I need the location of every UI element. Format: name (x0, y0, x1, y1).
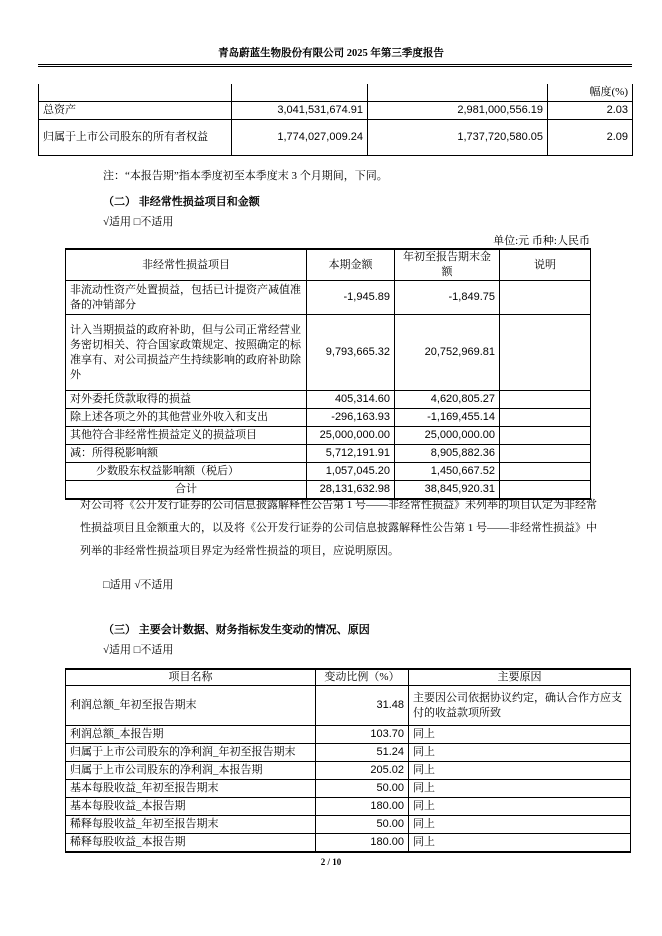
reporting-period-note: 注：“本报告期”指本季度初至本季度末 3 个月期间，下同。 (103, 170, 388, 182)
total-ytd: 38,845,920.31 (395, 481, 500, 499)
table-row (66, 686, 631, 726)
item-note (500, 463, 591, 481)
current-value: 3,041,531,674.91 (232, 101, 368, 119)
item-label: 稀释每股收益_本报告期 (66, 834, 316, 852)
table-row (66, 315, 591, 391)
header-divider (38, 64, 632, 65)
item-note (500, 409, 591, 427)
change-reason: 同上 (409, 816, 631, 834)
change-ratio: 103.70 (316, 726, 409, 744)
section-3-applicable: √适用 □不适用 (103, 644, 174, 656)
change-reason: 同上 (409, 744, 631, 762)
total-label: 合计 (66, 481, 307, 499)
col-header-reason: 主要原因 (409, 669, 631, 686)
prior-value: 1,737,720,580.05 (368, 119, 548, 155)
ytd-amount: 25,000,000.00 (395, 427, 500, 445)
section-2-title: （二） 非经常性损益项目和金额 (103, 196, 260, 208)
item-label: 利润总额_年初至报告期末 (66, 686, 316, 726)
ytd-amount: -1,169,455.14 (395, 409, 500, 427)
non-recurring-explanation: 对公司将《公开发行证券的公司信息披露解释性公告第 1 号——非经常性损益》未列举的项目认定为非经常性损益项目且金额重大的，以及将《公开发行证券的公司信息披露解释性公告第 1 号——非经常性损益》中列举的非经常性损益项目界定为经常性损益的项目，应说明原因。 (80, 499, 597, 557)
col-header-item: 项目名称 (66, 669, 316, 686)
table-row (66, 762, 631, 780)
table-row (66, 798, 631, 816)
balance-summary-table (38, 84, 633, 156)
section-2-applicable: √适用 □不适用 (103, 216, 174, 228)
item-note (500, 427, 591, 445)
change-reason: 同上 (409, 798, 631, 816)
ytd-amount: -1,849.75 (395, 281, 500, 315)
change-ratio: 51.24 (316, 744, 409, 762)
item-label: 除上述各项之外的其他营业外收入和支出 (66, 409, 307, 427)
col-header-item: 非经常性损益项目 (66, 249, 307, 281)
table-row (66, 726, 631, 744)
col-header-current: 本期金额 (307, 249, 395, 281)
item-label: 归属于上市公司股东的净利润_年初至报告期末 (66, 744, 316, 762)
non-recurring-items-table (65, 248, 591, 500)
table-header-row (66, 669, 631, 686)
ytd-amount: 1,450,667.52 (395, 463, 500, 481)
change-header: 幅度(%) (548, 84, 633, 101)
table-row (66, 744, 631, 762)
item-note (500, 281, 591, 315)
section-2-applicable-2: □适用 √不适用 (103, 579, 174, 591)
item-label: 利润总额_本报告期 (66, 726, 316, 744)
ytd-amount: 20,752,969.81 (395, 315, 500, 391)
change-ratio: 180.00 (316, 798, 409, 816)
current-amount: 25,000,000.00 (307, 427, 395, 445)
change-ratio: 205.02 (316, 762, 409, 780)
change-ratio: 180.00 (316, 834, 409, 852)
item-label: 其他符合非经常性损益定义的损益项目 (66, 427, 307, 445)
table-row (66, 834, 631, 852)
table-row (39, 84, 633, 101)
ytd-amount: 8,905,882.36 (395, 445, 500, 463)
current-amount: 405,314.60 (307, 391, 395, 409)
col-header-ratio: 变动比例（%） (316, 669, 409, 686)
report-header-title: 青岛蔚蓝生物股份有限公司 2025 年第三季度报告 (218, 48, 444, 59)
table-row (66, 445, 591, 463)
change-reason: 同上 (409, 726, 631, 744)
item-label: 基本每股收益_本报告期 (66, 798, 316, 816)
row-label: 归属于上市公司股东的所有者权益 (39, 119, 232, 155)
table-row (66, 391, 591, 409)
item-note (500, 391, 591, 409)
item-label: 稀释每股收益_年初至报告期末 (66, 816, 316, 834)
table-row (66, 281, 591, 315)
row-label: 总资产 (39, 101, 232, 119)
table-row (66, 409, 591, 427)
table-header-row (66, 249, 591, 281)
table-row (66, 427, 591, 445)
change-value: 2.03 (548, 101, 633, 119)
change-reason: 同上 (409, 780, 631, 798)
item-note (500, 315, 591, 391)
prior-value: 2,981,000,556.19 (368, 101, 548, 119)
current-value: 1,774,027,009.24 (232, 119, 368, 155)
table-row (39, 119, 633, 155)
table-row (66, 463, 591, 481)
change-reason: 主要因公司依据协议约定，确认合作方应支付的收益款项所致 (409, 686, 631, 726)
section-3-title: （三） 主要会计数据、财务指标发生变动的情况、原因 (103, 624, 370, 636)
item-label: 非流动性资产处置损益，包括已计提资产减值准备的冲销部分 (66, 281, 307, 315)
table-row (39, 101, 633, 119)
item-label: 基本每股收益_年初至报告期末 (66, 780, 316, 798)
ytd-amount: 4,620,805.27 (395, 391, 500, 409)
item-label: 减：所得税影响额 (66, 445, 307, 463)
change-reason: 同上 (409, 762, 631, 780)
table-row (66, 780, 631, 798)
current-amount: -296,163.93 (307, 409, 395, 427)
change-ratio: 50.00 (316, 816, 409, 834)
page-number: 2 / 10 (320, 857, 342, 867)
current-amount: -1,945.89 (307, 281, 395, 315)
item-note (500, 445, 591, 463)
item-label: 计入当期损益的政府补助，但与公司正常经营业务密切相关、符合国家政策规定、按照确定的标准享有、对公司损益产生持续影响的政府补助除外 (66, 315, 307, 391)
col-header-note: 说明 (500, 249, 591, 281)
item-label: 少数股东权益影响额（税后） (66, 463, 307, 481)
change-ratio: 31.48 (316, 686, 409, 726)
financial-change-table (65, 668, 631, 853)
item-label: 归属于上市公司股东的净利润_本报告期 (66, 762, 316, 780)
table-row (66, 816, 631, 834)
header-divider-2 (38, 66, 632, 67)
item-label: 对外委托贷款取得的损益 (66, 391, 307, 409)
current-amount: 5,712,191.91 (307, 445, 395, 463)
current-amount: 9,793,665.32 (307, 315, 395, 391)
change-value: 2.09 (548, 119, 633, 155)
change-ratio: 50.00 (316, 780, 409, 798)
current-amount: 1,057,045.20 (307, 463, 395, 481)
unit-label: 单位:元 币种:人民币 (493, 235, 590, 247)
col-header-ytd: 年初至报告期末金额 (395, 249, 500, 281)
total-current: 28,131,632.98 (307, 481, 395, 499)
change-reason: 同上 (409, 834, 631, 852)
